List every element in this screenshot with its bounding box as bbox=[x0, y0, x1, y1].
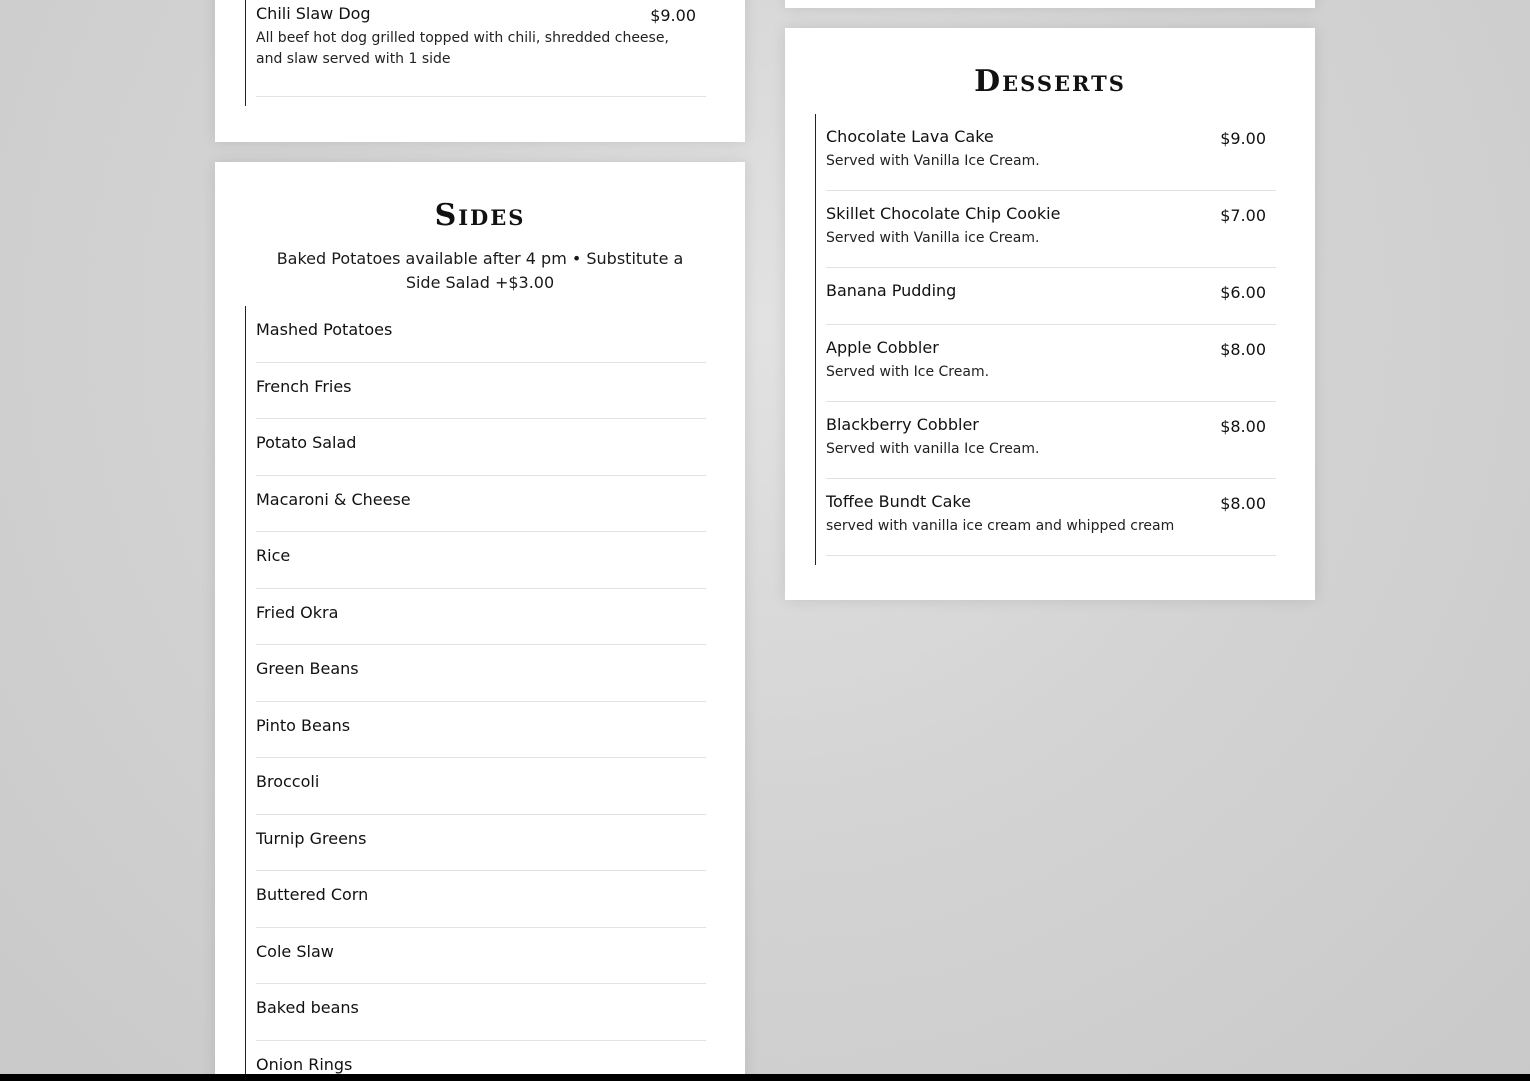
side-item bbox=[256, 645, 706, 702]
dessert-item-description: served with vanilla ice cream and whipped cream bbox=[826, 518, 1175, 534]
side-item bbox=[256, 758, 706, 815]
side-item bbox=[256, 419, 706, 476]
side-item-name: Macaroni & Cheese bbox=[256, 489, 411, 509]
dessert-item-description: Served with vanilla Ice Cream. bbox=[826, 441, 1040, 457]
desserts-card bbox=[785, 28, 1315, 600]
desserts-title: Desserts bbox=[974, 64, 1126, 99]
dessert-item-name: Skillet Chocolate Chip Cookie bbox=[826, 204, 1061, 223]
dessert-item-price: $8.00 bbox=[1220, 494, 1266, 513]
dessert-item bbox=[826, 191, 1276, 268]
side-item-name: French Fries bbox=[256, 376, 352, 396]
side-item-name: Baked beans bbox=[256, 998, 359, 1017]
side-item bbox=[256, 363, 706, 420]
side-item bbox=[256, 476, 706, 533]
dessert-item bbox=[826, 479, 1276, 556]
side-item-name: Broccoli bbox=[256, 772, 320, 791]
dessert-item-description: Served with Ice Cream. bbox=[826, 364, 990, 380]
dessert-item bbox=[826, 402, 1276, 479]
side-item bbox=[256, 984, 706, 1041]
side-item bbox=[256, 306, 706, 363]
dessert-item-price: $7.00 bbox=[1220, 206, 1266, 225]
dessert-item-price: $8.00 bbox=[1220, 340, 1266, 359]
side-item bbox=[256, 815, 706, 872]
previous-card bbox=[785, 0, 1315, 8]
dessert-item bbox=[826, 325, 1276, 402]
side-item-name: Rice bbox=[256, 546, 291, 565]
dessert-item-name: Blackberry Cobbler bbox=[826, 415, 979, 434]
dessert-item bbox=[826, 268, 1276, 325]
menu-item bbox=[256, 0, 706, 97]
side-item-name: Turnip Greens bbox=[256, 828, 367, 848]
dessert-item bbox=[826, 114, 1276, 191]
sides-card bbox=[215, 162, 745, 1081]
side-item bbox=[256, 702, 706, 759]
side-item-name: Green Beans bbox=[256, 659, 359, 678]
sides-note: Baked Potatoes available after 4 pm • Substitute a Side Salad +$3.00 bbox=[276, 249, 684, 292]
item-name: Chili Slaw Dog bbox=[256, 4, 371, 23]
side-item-name: Buttered Corn bbox=[256, 885, 369, 904]
dessert-item-description: Served with Vanilla Ice Cream. bbox=[826, 153, 1040, 169]
sides-title: Sides bbox=[434, 198, 526, 233]
dessert-item-name: Banana Pudding bbox=[826, 281, 957, 300]
dessert-item-description: Served with Vanilla ice Cream. bbox=[826, 230, 1040, 246]
side-item bbox=[256, 928, 706, 985]
dessert-item-name: Chocolate Lava Cake bbox=[826, 127, 994, 146]
dessert-item-name: Apple Cobbler bbox=[826, 338, 939, 357]
side-item-name: Potato Salad bbox=[256, 433, 357, 452]
dessert-item-price: $6.00 bbox=[1220, 283, 1266, 302]
dessert-item-price: $9.00 bbox=[1220, 129, 1266, 148]
side-item bbox=[256, 532, 706, 589]
entrees-card bbox=[215, 0, 745, 142]
side-item-name: Cole Slaw bbox=[256, 941, 334, 961]
item-price: $9.00 bbox=[650, 6, 696, 25]
bottom-bar bbox=[0, 1074, 1530, 1081]
side-item bbox=[256, 871, 706, 928]
side-item-name: Pinto Beans bbox=[256, 715, 351, 735]
dessert-item-name: Toffee Bundt Cake bbox=[826, 492, 971, 511]
desserts-item-list bbox=[815, 114, 1276, 565]
side-item bbox=[256, 589, 706, 646]
entrees-item-list bbox=[245, 0, 706, 106]
side-item-name: Onion Rings bbox=[256, 1054, 353, 1074]
side-item-name: Fried Okra bbox=[256, 602, 339, 622]
dessert-item-price: $8.00 bbox=[1220, 417, 1266, 436]
side-item-name: Mashed Potatoes bbox=[256, 320, 393, 339]
item-description: All beef hot dog grilled topped with chili, shredded cheese, and slaw served with 1 side bbox=[256, 30, 669, 67]
sides-item-list bbox=[245, 306, 706, 1081]
